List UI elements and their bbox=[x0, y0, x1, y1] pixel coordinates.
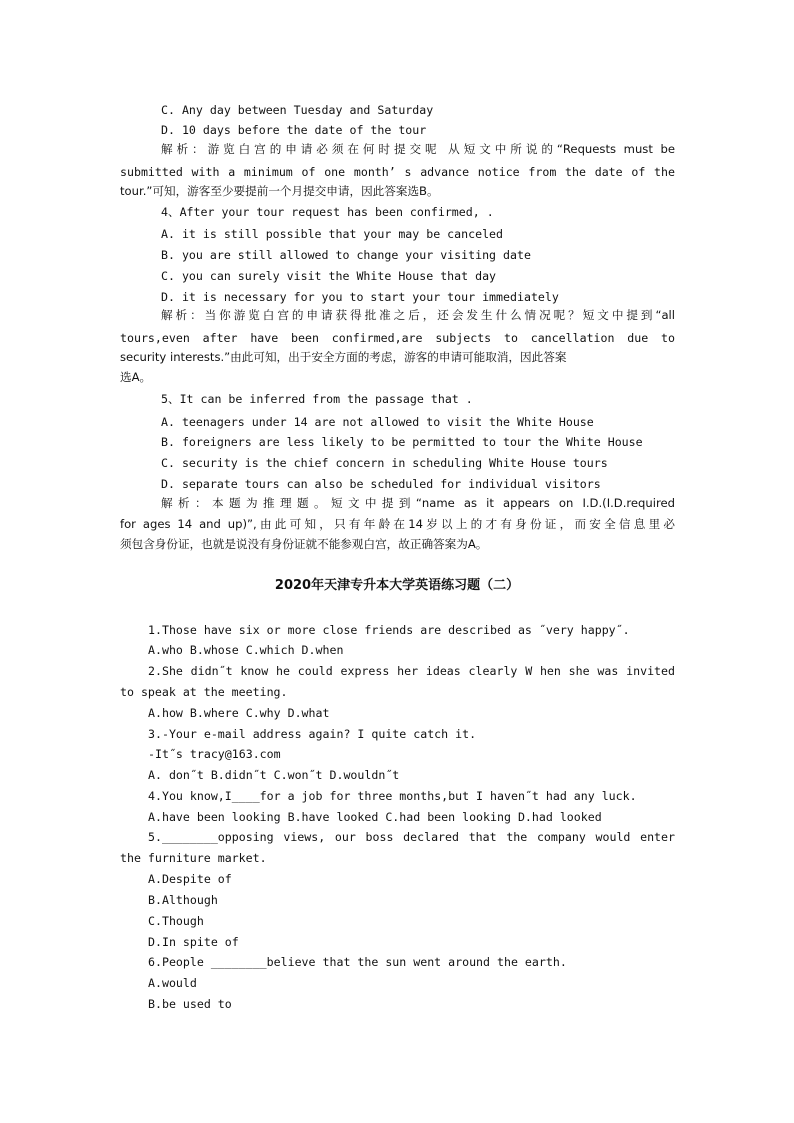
p2-q3-options: A. don˝t B.didn˝t C.won˝t D.wouldn˝t bbox=[148, 768, 400, 782]
q3-analysis-line2: submitted with a minimum of one month’ s advance notice from the date of the bbox=[120, 165, 675, 179]
q5-option-c: C. security is the chief concern in scheduling White House tours bbox=[161, 456, 608, 470]
q5-analysis-line3: 须包含身份证，也就是说没有身份证就不能参观白宫，故正确答案为A。 bbox=[120, 537, 488, 551]
q3-analysis-line3: tour.”可知，游客至少要提前一个月提交申请，因此答案选B。 bbox=[120, 184, 439, 198]
q5-stem: 5、It can be inferred from the passage that . bbox=[161, 392, 473, 406]
q5-option-b: B. foreigners are less likely to be permitted to tour the White House bbox=[161, 435, 643, 449]
p2-q3-line1: 3.-Your e-mail address again? I quite catch it. bbox=[148, 727, 477, 741]
q4-analysis-line3: security interests.”由此可知，出于安全方面的考虑，游客的申请可能取消，因此答案 bbox=[120, 350, 567, 364]
p2-q4: 4.You know,I____for a job for three months,but I haven˝t had any luck. bbox=[148, 789, 637, 803]
section-title: 2020年天津专升本大学英语练习题（二） bbox=[274, 578, 520, 593]
p2-q5-option-b: B.Although bbox=[148, 893, 218, 907]
p2-q5-option-c: C.Though bbox=[148, 914, 204, 928]
q5-option-a: A. teenagers under 14 are not allowed to visit the White House bbox=[161, 415, 594, 429]
q4-option-c: C. you can surely visit the White House that day bbox=[161, 269, 497, 283]
q4-analysis-line1: 解析：当你游览白宫的申请获得批准之后，还会发生什么情况呢？短文中提到“all bbox=[161, 308, 675, 322]
p2-q5-line1: 5.________opposing views, our boss declared that the company would enter bbox=[148, 830, 675, 844]
q3-option-d: D. 10 days before the date of the tour bbox=[161, 123, 427, 137]
p2-q6-option-a: A.would bbox=[148, 976, 197, 990]
q4-option-b: B. you are still allowed to change your visiting date bbox=[161, 248, 531, 262]
p2-q2-options: A.how B.where C.why D.what bbox=[148, 706, 330, 720]
q4-option-d: D. it is necessary for you to start your tour immediately bbox=[161, 290, 559, 304]
p2-q5-option-a: A.Despite of bbox=[148, 872, 232, 886]
p2-q2-line1: 2.She didn˝t know he could express her ideas clearly W hen she was invited bbox=[148, 664, 675, 678]
q4-analysis-line2: tours,even after have been confirmed,are subjects to cancellation due to bbox=[120, 331, 675, 345]
q4-option-a: A. it is still possible that your may be canceled bbox=[161, 227, 504, 241]
p2-q6: 6.People ________believe that the sun went around the earth. bbox=[148, 955, 567, 969]
p2-q1: 1.Those have six or more close friends are described as ˝very happy˝. bbox=[148, 623, 630, 637]
p2-q2-line2: to speak at the meeting. bbox=[120, 685, 288, 699]
q5-option-d: D. separate tours can also be scheduled for individual visitors bbox=[161, 477, 601, 491]
q5-analysis-line1: 解析：本题为推理题。短文中提到“name as it appears on I.D.(I.D.required bbox=[161, 496, 675, 510]
p2-q1-options: A.who B.whose C.which D.when bbox=[148, 643, 344, 657]
q3-analysis-line1: 解析：游览白宫的申请必须在何时提交呢 从短文中所说的“Requests must be bbox=[161, 142, 675, 156]
p2-q4-options: A.have been looking B.have looked C.had been looking D.had looked bbox=[148, 810, 602, 824]
q5-analysis-line2: for ages 14 and up)”,由此可知，只有年龄在14岁以上的才有身份证，而安全信息里必 bbox=[120, 517, 675, 531]
p2-q6-option-b: B.be used to bbox=[148, 997, 232, 1011]
p2-q3-line2: -It˝s tracy@163.com bbox=[148, 747, 281, 761]
p2-q5-option-d: D.In spite of bbox=[148, 935, 239, 949]
p2-q5-line2: the furniture market. bbox=[120, 851, 267, 865]
q4-stem: 4、After your tour request has been confirmed, . bbox=[161, 205, 494, 219]
q4-analysis-line4: 选A。 bbox=[120, 370, 152, 384]
q3-option-c: C. Any day between Tuesday and Saturday bbox=[161, 103, 434, 117]
